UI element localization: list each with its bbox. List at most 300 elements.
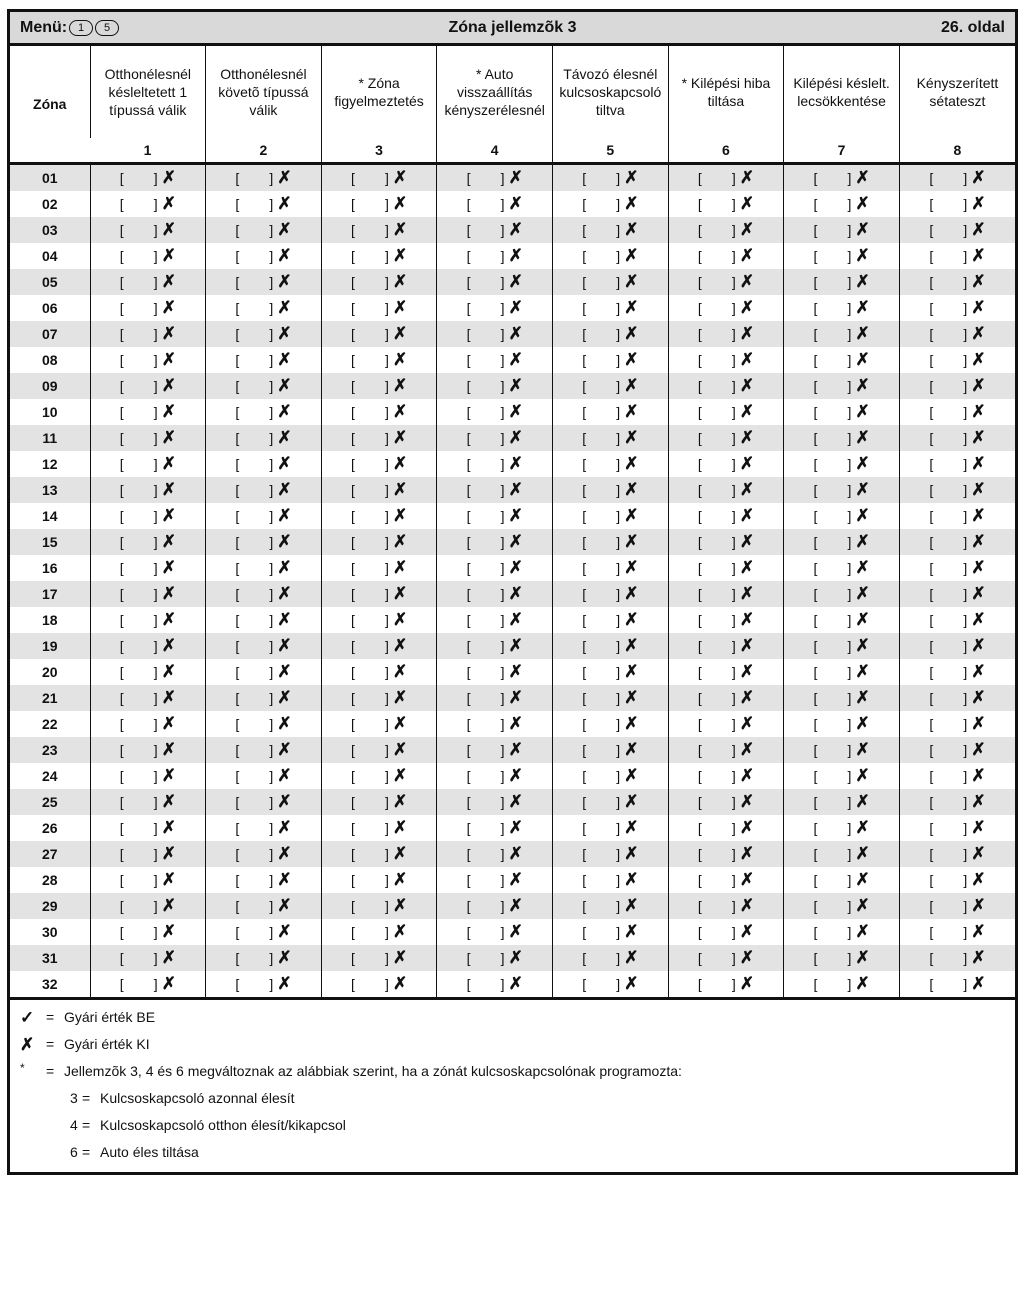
feature-cell[interactable] (784, 295, 900, 321)
entry-box[interactable] (120, 482, 158, 498)
entry-box[interactable] (698, 430, 736, 446)
feature-cell[interactable] (206, 217, 322, 243)
entry-box[interactable] (235, 378, 273, 394)
feature-cell[interactable] (668, 945, 784, 971)
entry-box[interactable] (698, 872, 736, 888)
feature-cell[interactable] (784, 529, 900, 555)
feature-cell[interactable] (206, 581, 322, 607)
entry-box[interactable] (467, 534, 505, 550)
feature-cell[interactable] (668, 164, 784, 192)
feature-cell[interactable] (899, 191, 1015, 217)
feature-cell[interactable] (206, 373, 322, 399)
entry-box[interactable] (467, 768, 505, 784)
entry-box[interactable] (235, 274, 273, 290)
feature-cell[interactable] (437, 529, 553, 555)
entry-box[interactable] (351, 560, 389, 576)
feature-cell[interactable] (553, 321, 669, 347)
entry-box[interactable] (120, 248, 158, 264)
entry-box[interactable] (235, 690, 273, 706)
entry-box[interactable] (351, 898, 389, 914)
feature-cell[interactable] (206, 659, 322, 685)
entry-box[interactable] (235, 456, 273, 472)
feature-cell[interactable] (206, 347, 322, 373)
entry-box[interactable] (120, 872, 158, 888)
feature-cell[interactable] (90, 295, 206, 321)
feature-cell[interactable] (321, 633, 437, 659)
feature-cell[interactable] (437, 164, 553, 192)
feature-cell[interactable] (321, 321, 437, 347)
entry-box[interactable] (582, 508, 620, 524)
feature-cell[interactable] (90, 685, 206, 711)
feature-cell[interactable] (437, 737, 553, 763)
entry-box[interactable] (698, 352, 736, 368)
feature-cell[interactable] (90, 555, 206, 581)
entry-box[interactable] (351, 456, 389, 472)
entry-box[interactable] (351, 482, 389, 498)
entry-box[interactable] (813, 352, 851, 368)
feature-cell[interactable] (206, 164, 322, 192)
feature-cell[interactable] (90, 633, 206, 659)
entry-box[interactable] (582, 950, 620, 966)
feature-cell[interactable] (553, 815, 669, 841)
entry-box[interactable] (929, 664, 967, 680)
feature-cell[interactable] (90, 711, 206, 737)
feature-cell[interactable] (206, 425, 322, 451)
entry-box[interactable] (467, 352, 505, 368)
entry-box[interactable] (235, 950, 273, 966)
feature-cell[interactable] (321, 477, 437, 503)
feature-cell[interactable] (784, 711, 900, 737)
feature-cell[interactable] (668, 295, 784, 321)
entry-box[interactable] (813, 534, 851, 550)
entry-box[interactable] (120, 170, 158, 186)
entry-box[interactable] (235, 664, 273, 680)
entry-box[interactable] (235, 768, 273, 784)
feature-cell[interactable] (668, 191, 784, 217)
entry-box[interactable] (467, 248, 505, 264)
feature-cell[interactable] (899, 841, 1015, 867)
entry-box[interactable] (813, 794, 851, 810)
feature-cell[interactable] (899, 633, 1015, 659)
feature-cell[interactable] (553, 685, 669, 711)
feature-cell[interactable] (553, 789, 669, 815)
entry-box[interactable] (698, 456, 736, 472)
entry-box[interactable] (467, 820, 505, 836)
feature-cell[interactable] (899, 711, 1015, 737)
entry-box[interactable] (235, 430, 273, 446)
entry-box[interactable] (813, 976, 851, 992)
feature-cell[interactable] (553, 373, 669, 399)
entry-box[interactable] (929, 534, 967, 550)
feature-cell[interactable] (90, 581, 206, 607)
entry-box[interactable] (929, 248, 967, 264)
feature-cell[interactable] (206, 711, 322, 737)
entry-box[interactable] (813, 326, 851, 342)
entry-box[interactable] (929, 976, 967, 992)
feature-cell[interactable] (784, 945, 900, 971)
feature-cell[interactable] (206, 191, 322, 217)
feature-cell[interactable] (668, 633, 784, 659)
entry-box[interactable] (120, 508, 158, 524)
entry-box[interactable] (235, 716, 273, 732)
entry-box[interactable] (929, 274, 967, 290)
feature-cell[interactable] (553, 425, 669, 451)
entry-box[interactable] (351, 820, 389, 836)
entry-box[interactable] (582, 716, 620, 732)
entry-box[interactable] (929, 742, 967, 758)
feature-cell[interactable] (668, 555, 784, 581)
feature-cell[interactable] (899, 243, 1015, 269)
entry-box[interactable] (582, 352, 620, 368)
entry-box[interactable] (698, 170, 736, 186)
entry-box[interactable] (467, 872, 505, 888)
entry-box[interactable] (582, 248, 620, 264)
feature-cell[interactable] (784, 373, 900, 399)
entry-box[interactable] (120, 794, 158, 810)
entry-box[interactable] (120, 560, 158, 576)
entry-box[interactable] (813, 612, 851, 628)
feature-cell[interactable] (668, 321, 784, 347)
entry-box[interactable] (582, 274, 620, 290)
entry-box[interactable] (698, 326, 736, 342)
entry-box[interactable] (929, 430, 967, 446)
feature-cell[interactable] (321, 581, 437, 607)
entry-box[interactable] (929, 456, 967, 472)
entry-box[interactable] (582, 560, 620, 576)
feature-cell[interactable] (668, 737, 784, 763)
entry-box[interactable] (351, 404, 389, 420)
entry-box[interactable] (120, 430, 158, 446)
entry-box[interactable] (467, 690, 505, 706)
feature-cell[interactable] (668, 217, 784, 243)
feature-cell[interactable] (321, 243, 437, 269)
feature-cell[interactable] (206, 789, 322, 815)
entry-box[interactable] (813, 742, 851, 758)
entry-box[interactable] (235, 820, 273, 836)
entry-box[interactable] (351, 690, 389, 706)
feature-cell[interactable] (899, 217, 1015, 243)
feature-cell[interactable] (321, 191, 437, 217)
entry-box[interactable] (351, 612, 389, 628)
feature-cell[interactable] (90, 607, 206, 633)
feature-cell[interactable] (784, 685, 900, 711)
feature-cell[interactable] (899, 321, 1015, 347)
feature-cell[interactable] (321, 269, 437, 295)
feature-cell[interactable] (899, 399, 1015, 425)
entry-box[interactable] (813, 950, 851, 966)
feature-cell[interactable] (899, 867, 1015, 893)
entry-box[interactable] (120, 690, 158, 706)
feature-cell[interactable] (899, 347, 1015, 373)
entry-box[interactable] (351, 846, 389, 862)
feature-cell[interactable] (668, 789, 784, 815)
feature-cell[interactable] (899, 451, 1015, 477)
entry-box[interactable] (813, 482, 851, 498)
entry-box[interactable] (351, 794, 389, 810)
feature-cell[interactable] (206, 503, 322, 529)
feature-cell[interactable] (321, 607, 437, 633)
feature-cell[interactable] (899, 425, 1015, 451)
feature-cell[interactable] (668, 815, 784, 841)
entry-box[interactable] (582, 690, 620, 706)
entry-box[interactable] (467, 274, 505, 290)
entry-box[interactable] (929, 950, 967, 966)
entry-box[interactable] (351, 326, 389, 342)
feature-cell[interactable] (321, 373, 437, 399)
entry-box[interactable] (351, 248, 389, 264)
feature-cell[interactable] (668, 529, 784, 555)
feature-cell[interactable] (899, 685, 1015, 711)
entry-box[interactable] (813, 456, 851, 472)
entry-box[interactable] (698, 950, 736, 966)
entry-box[interactable] (467, 508, 505, 524)
feature-cell[interactable] (899, 659, 1015, 685)
feature-cell[interactable] (553, 503, 669, 529)
feature-cell[interactable] (668, 243, 784, 269)
feature-cell[interactable] (90, 919, 206, 945)
entry-box[interactable] (582, 196, 620, 212)
feature-cell[interactable] (437, 711, 553, 737)
entry-box[interactable] (582, 768, 620, 784)
entry-box[interactable] (929, 300, 967, 316)
entry-box[interactable] (698, 742, 736, 758)
feature-cell[interactable] (206, 815, 322, 841)
entry-box[interactable] (582, 846, 620, 862)
entry-box[interactable] (582, 976, 620, 992)
feature-cell[interactable] (899, 763, 1015, 789)
feature-cell[interactable] (899, 789, 1015, 815)
feature-cell[interactable] (553, 581, 669, 607)
feature-cell[interactable] (668, 269, 784, 295)
entry-box[interactable] (467, 664, 505, 680)
feature-cell[interactable] (437, 685, 553, 711)
entry-box[interactable] (698, 300, 736, 316)
entry-box[interactable] (351, 950, 389, 966)
entry-box[interactable] (813, 274, 851, 290)
feature-cell[interactable] (899, 919, 1015, 945)
entry-box[interactable] (698, 612, 736, 628)
feature-cell[interactable] (784, 867, 900, 893)
feature-cell[interactable] (321, 503, 437, 529)
feature-cell[interactable] (90, 763, 206, 789)
feature-cell[interactable] (90, 815, 206, 841)
entry-box[interactable] (351, 768, 389, 784)
entry-box[interactable] (467, 846, 505, 862)
feature-cell[interactable] (206, 321, 322, 347)
feature-cell[interactable] (784, 217, 900, 243)
feature-cell[interactable] (899, 503, 1015, 529)
feature-cell[interactable] (321, 737, 437, 763)
entry-box[interactable] (351, 378, 389, 394)
feature-cell[interactable] (784, 815, 900, 841)
entry-box[interactable] (929, 508, 967, 524)
entry-box[interactable] (929, 196, 967, 212)
entry-box[interactable] (351, 430, 389, 446)
feature-cell[interactable] (784, 555, 900, 581)
feature-cell[interactable] (321, 685, 437, 711)
feature-cell[interactable] (206, 633, 322, 659)
feature-cell[interactable] (784, 269, 900, 295)
feature-cell[interactable] (668, 971, 784, 997)
feature-cell[interactable] (321, 815, 437, 841)
feature-cell[interactable] (437, 555, 553, 581)
feature-cell[interactable] (437, 503, 553, 529)
feature-cell[interactable] (553, 191, 669, 217)
entry-box[interactable] (467, 586, 505, 602)
feature-cell[interactable] (553, 867, 669, 893)
entry-box[interactable] (235, 248, 273, 264)
entry-box[interactable] (120, 768, 158, 784)
feature-cell[interactable] (553, 607, 669, 633)
entry-box[interactable] (813, 508, 851, 524)
entry-box[interactable] (929, 794, 967, 810)
feature-cell[interactable] (784, 347, 900, 373)
feature-cell[interactable] (206, 763, 322, 789)
entry-box[interactable] (813, 898, 851, 914)
feature-cell[interactable] (784, 893, 900, 919)
feature-cell[interactable] (784, 737, 900, 763)
feature-cell[interactable] (784, 841, 900, 867)
entry-box[interactable] (698, 820, 736, 836)
entry-box[interactable] (582, 222, 620, 238)
feature-cell[interactable] (668, 347, 784, 373)
feature-cell[interactable] (321, 529, 437, 555)
entry-box[interactable] (813, 872, 851, 888)
feature-cell[interactable] (553, 737, 669, 763)
feature-cell[interactable] (784, 659, 900, 685)
feature-cell[interactable] (784, 919, 900, 945)
entry-box[interactable] (120, 222, 158, 238)
feature-cell[interactable] (553, 269, 669, 295)
feature-cell[interactable] (321, 164, 437, 192)
feature-cell[interactable] (206, 737, 322, 763)
feature-cell[interactable] (321, 451, 437, 477)
feature-cell[interactable] (206, 269, 322, 295)
feature-cell[interactable] (90, 373, 206, 399)
feature-cell[interactable] (784, 451, 900, 477)
entry-box[interactable] (235, 404, 273, 420)
feature-cell[interactable] (668, 373, 784, 399)
feature-cell[interactable] (668, 763, 784, 789)
entry-box[interactable] (929, 612, 967, 628)
feature-cell[interactable] (206, 841, 322, 867)
entry-box[interactable] (929, 820, 967, 836)
feature-cell[interactable] (784, 633, 900, 659)
entry-box[interactable] (698, 976, 736, 992)
feature-cell[interactable] (321, 659, 437, 685)
entry-box[interactable] (120, 846, 158, 862)
feature-cell[interactable] (553, 555, 669, 581)
feature-cell[interactable] (90, 503, 206, 529)
entry-box[interactable] (698, 664, 736, 680)
feature-cell[interactable] (899, 893, 1015, 919)
entry-box[interactable] (120, 820, 158, 836)
entry-box[interactable] (120, 196, 158, 212)
entry-box[interactable] (351, 300, 389, 316)
feature-cell[interactable] (668, 451, 784, 477)
entry-box[interactable] (467, 378, 505, 394)
entry-box[interactable] (813, 924, 851, 940)
feature-cell[interactable] (553, 659, 669, 685)
entry-box[interactable] (351, 742, 389, 758)
entry-box[interactable] (235, 196, 273, 212)
feature-cell[interactable] (668, 867, 784, 893)
entry-box[interactable] (235, 300, 273, 316)
entry-box[interactable] (467, 742, 505, 758)
entry-box[interactable] (467, 456, 505, 472)
entry-box[interactable] (235, 794, 273, 810)
entry-box[interactable] (582, 742, 620, 758)
entry-box[interactable] (351, 716, 389, 732)
entry-box[interactable] (582, 664, 620, 680)
entry-box[interactable] (582, 326, 620, 342)
entry-box[interactable] (120, 976, 158, 992)
entry-box[interactable] (813, 404, 851, 420)
entry-box[interactable] (467, 898, 505, 914)
entry-box[interactable] (813, 664, 851, 680)
feature-cell[interactable] (437, 659, 553, 685)
feature-cell[interactable] (321, 893, 437, 919)
entry-box[interactable] (582, 430, 620, 446)
entry-box[interactable] (467, 716, 505, 732)
feature-cell[interactable] (90, 529, 206, 555)
feature-cell[interactable] (668, 477, 784, 503)
feature-cell[interactable] (206, 971, 322, 997)
feature-cell[interactable] (321, 841, 437, 867)
entry-box[interactable] (813, 586, 851, 602)
feature-cell[interactable] (90, 659, 206, 685)
feature-cell[interactable] (437, 399, 553, 425)
entry-box[interactable] (698, 196, 736, 212)
feature-cell[interactable] (899, 607, 1015, 633)
entry-box[interactable] (929, 768, 967, 784)
feature-cell[interactable] (206, 555, 322, 581)
entry-box[interactable] (235, 638, 273, 654)
entry-box[interactable] (929, 898, 967, 914)
entry-box[interactable] (698, 638, 736, 654)
feature-cell[interactable] (321, 945, 437, 971)
entry-box[interactable] (235, 872, 273, 888)
entry-box[interactable] (467, 326, 505, 342)
entry-box[interactable] (351, 664, 389, 680)
feature-cell[interactable] (437, 269, 553, 295)
entry-box[interactable] (467, 482, 505, 498)
entry-box[interactable] (467, 924, 505, 940)
entry-box[interactable] (929, 560, 967, 576)
feature-cell[interactable] (668, 841, 784, 867)
entry-box[interactable] (351, 222, 389, 238)
entry-box[interactable] (813, 300, 851, 316)
feature-cell[interactable] (784, 763, 900, 789)
entry-box[interactable] (351, 196, 389, 212)
feature-cell[interactable] (90, 164, 206, 192)
feature-cell[interactable] (899, 737, 1015, 763)
entry-box[interactable] (698, 482, 736, 498)
feature-cell[interactable] (553, 477, 669, 503)
feature-cell[interactable] (321, 763, 437, 789)
entry-box[interactable] (467, 638, 505, 654)
feature-cell[interactable] (90, 217, 206, 243)
entry-box[interactable] (929, 222, 967, 238)
entry-box[interactable] (351, 638, 389, 654)
feature-cell[interactable] (899, 529, 1015, 555)
entry-box[interactable] (582, 820, 620, 836)
feature-cell[interactable] (321, 347, 437, 373)
feature-cell[interactable] (899, 373, 1015, 399)
entry-box[interactable] (929, 924, 967, 940)
entry-box[interactable] (929, 326, 967, 342)
entry-box[interactable] (120, 352, 158, 368)
